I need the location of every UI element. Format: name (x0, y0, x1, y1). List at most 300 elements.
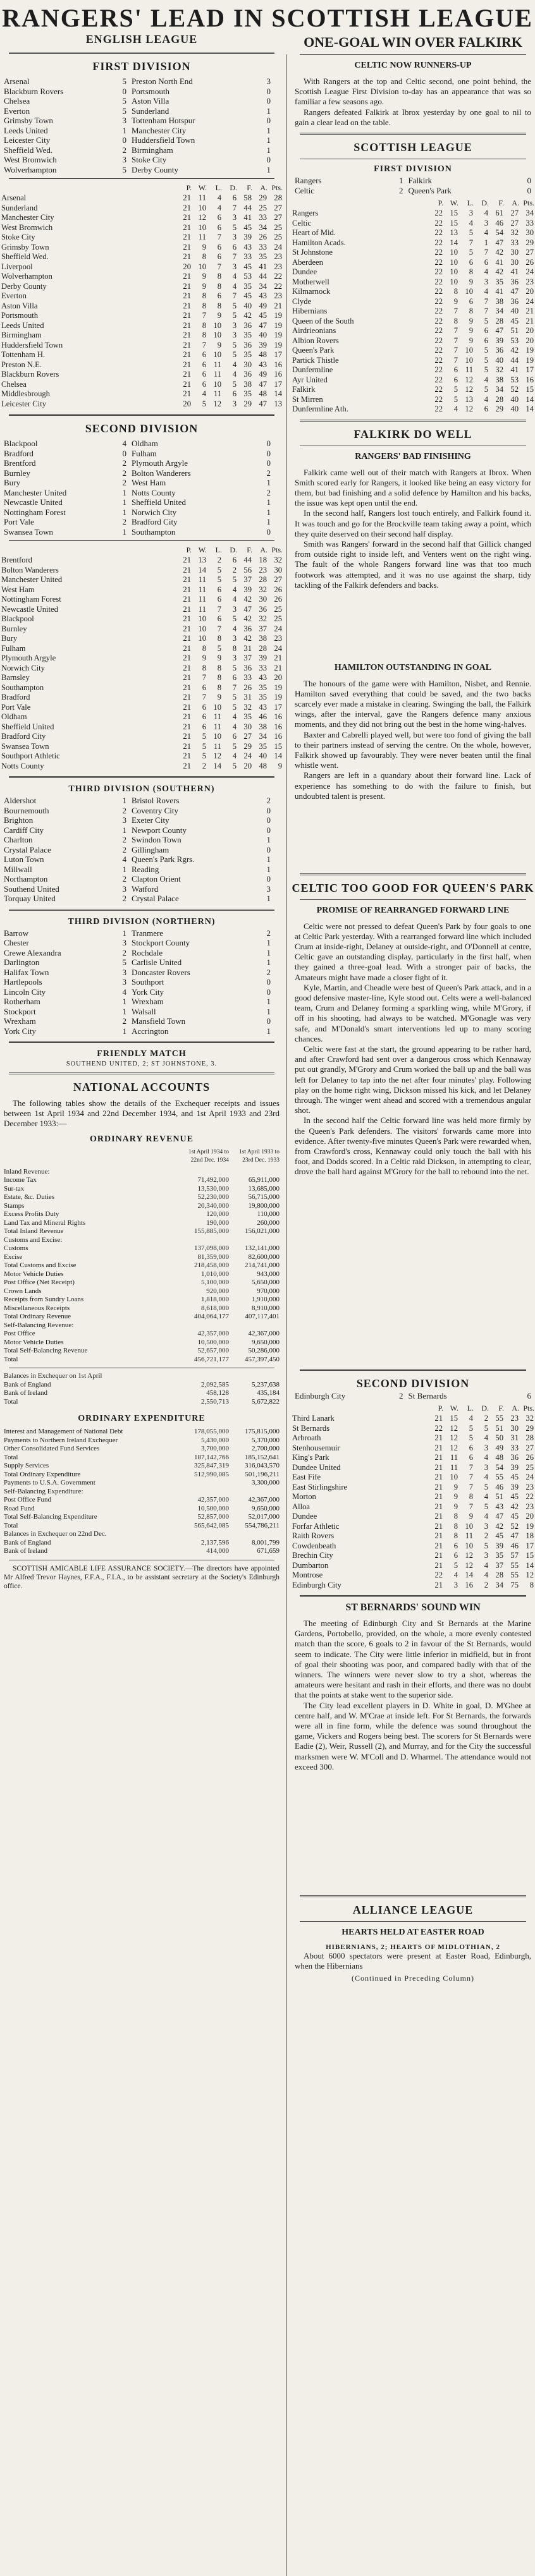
stat-cell: 39 (259, 340, 267, 349)
team-name: Motherwell (292, 277, 329, 286)
stat-cell: 13 (198, 556, 206, 564)
table-row (291, 1571, 535, 1581)
table-row (291, 1541, 535, 1552)
away-score: 1 (266, 478, 271, 487)
stat-cell: 22 (434, 1571, 443, 1580)
stat-cell: 7 (453, 336, 458, 345)
account-value: 2,550,713 (201, 1397, 229, 1406)
account-label: Land Tax and Mineral Rights (4, 1218, 86, 1227)
falkirk-text: Falkirk came well out of their match with Rangers at Ibrox. When Smith scored early for Rangers, it looked like being an easy victory for them, but bad finishing and a solid defence by Hamilton and his backs, the issue was kept open until the end. In the second half, Rangers lost touch entirely, and Falkirk found it. It was touch and go for the Brockville team taking away a point, which they quite deserved on their second half display. Smith was Rangers' forward in the second half that Gillick changed from outside right to inside left, and Venters went on the right wing. The fault of the whole Rangers forward line was that too much footwork was attempted, and it was no use against the sharp, tidy tackling of the Falkirk defenders and backs. (295, 467, 531, 590)
stat-cell: 29 (243, 399, 252, 408)
stat-cell: 25 (274, 222, 282, 232)
column-header: W. (450, 1404, 458, 1413)
column-header: F. (247, 545, 252, 554)
result-row (0, 835, 283, 845)
celtic-qp-heading: CELTIC TOO GOOD FOR QUEEN'S PARK (292, 881, 534, 894)
result-row (0, 145, 283, 155)
hearts-heading: HEARTS HELD AT EASTER ROAD (341, 1928, 484, 1938)
away-score: 0 (527, 176, 531, 186)
stat-cell: 5 (202, 741, 206, 751)
stat-cell: 5 (202, 751, 206, 760)
stat-cell: 13 (465, 394, 473, 404)
stat-cell: 57 (510, 1551, 519, 1560)
column-header: W. (198, 545, 207, 554)
column-header: A. (512, 1404, 519, 1413)
stat-cell: 3 (484, 1462, 488, 1472)
stat-cell: 8 (453, 1512, 458, 1521)
stat-cell: 4 (484, 1512, 488, 1521)
stat-cell: 21 (183, 340, 191, 349)
home-score: 1 (122, 997, 126, 1006)
stat-cell: 28 (259, 643, 267, 653)
table-row (0, 380, 283, 390)
stat-cell: 4 (484, 267, 488, 277)
stat-cell: 6 (202, 360, 206, 369)
stat-cell: 12 (465, 1560, 473, 1570)
account-row (4, 1547, 280, 1556)
column-header: D. (230, 183, 237, 192)
home-team: Halifax Town (4, 967, 49, 977)
stat-cell: 9 (453, 1482, 458, 1492)
account-label: Sur-tax (4, 1184, 25, 1193)
account-value: 52,230,000 (197, 1193, 229, 1201)
stat-cell: 38 (243, 379, 252, 389)
divider (300, 1595, 526, 1597)
stat-cell: 8 (217, 634, 221, 643)
team-name: Albion Rovers (292, 336, 339, 345)
account-value (229, 1321, 280, 1330)
stat-cell: 52 (510, 385, 519, 394)
home-score: 2 (122, 805, 126, 815)
account-value: 456,721,177 (194, 1355, 229, 1363)
stat-cell: 42 (243, 311, 252, 320)
stat-cell: 4 (484, 1453, 488, 1462)
stat-cell: 7 (232, 252, 237, 261)
column-header: P. (186, 545, 192, 554)
stat-cell: 12 (465, 375, 473, 384)
result-row (0, 928, 283, 939)
stat-cell: 51 (495, 1492, 503, 1502)
table-row (0, 693, 283, 703)
column-header: Pts. (523, 198, 534, 208)
account-value (178, 1488, 229, 1497)
account-value: 414,000 (206, 1547, 229, 1555)
home-team: Darlington (4, 957, 40, 967)
stat-cell: 58 (243, 193, 252, 202)
team-name: Leeds United (1, 320, 44, 330)
account-label: Total (4, 1355, 18, 1363)
stat-cell: 5 (484, 316, 488, 325)
stat-cell: 7 (232, 291, 237, 300)
away-team: Swindon Town (132, 835, 181, 844)
account-value (229, 1530, 280, 1539)
stat-cell: 10 (213, 379, 221, 389)
stat-cell: 47 (495, 238, 503, 247)
stat-cell: 16 (274, 722, 282, 731)
account-value: 260,000 (257, 1218, 280, 1227)
stat-cell: 10 (450, 277, 458, 286)
away-team: Gillingham (132, 844, 169, 854)
team-name: Plymouth Argyle (1, 653, 56, 662)
result-row (0, 76, 283, 87)
home-score: 5 (122, 96, 126, 106)
stat-cell: 21 (183, 614, 191, 623)
rev-col-2: 1st April 1933 to 23rd Dec. 1933 (238, 1148, 280, 1164)
stat-cell: 7 (232, 683, 237, 692)
account-row (4, 1219, 280, 1228)
account-label: Total (4, 1397, 18, 1406)
stat-cell: 14 (198, 565, 206, 574)
table-row (0, 282, 283, 292)
stat-cell: 6 (217, 242, 221, 252)
home-team: York City (4, 1026, 37, 1036)
stat-cell: 4 (484, 228, 488, 238)
team-name: Oldham (1, 712, 27, 721)
stat-cell: 9 (453, 1492, 458, 1502)
stat-cell: 55 (495, 1473, 503, 1482)
table-row (291, 267, 535, 277)
stat-cell: 7 (202, 340, 206, 349)
sl-results (291, 176, 535, 195)
stat-cell: 21 (183, 252, 191, 261)
hearts-text: About 6000 spectators were present at Easter Road, Edinburgh, when the Hibernians (295, 1951, 531, 1971)
account-value: 316,043,570 (245, 1462, 280, 1470)
stat-cell: 22 (434, 228, 443, 238)
stat-cell: 5 (232, 340, 237, 349)
account-value: 52,017,000 (248, 1513, 280, 1521)
account-row (4, 1428, 280, 1437)
away-score: 0 (266, 805, 271, 815)
home-team: Celtic (295, 185, 315, 195)
table-row (0, 399, 283, 410)
stat-cell: 21 (434, 1453, 443, 1462)
hearts-sub: HIBERNIANS, 2; HEARTS OF MIDLOTHIAN, 2 (326, 1943, 500, 1952)
result-row (0, 854, 283, 865)
stat-cell: 37 (243, 575, 252, 584)
account-label: Excise (4, 1253, 23, 1261)
stat-cell: 21 (183, 595, 191, 604)
divider (300, 1369, 526, 1371)
stat-cell: 6 (484, 326, 488, 336)
account-value (178, 1530, 229, 1539)
home-team: Chester (4, 938, 29, 947)
stat-cell: 6 (217, 222, 221, 232)
friendly-line: SOUTHEND UNITED, 2; ST JOHNSTONE, 3. (66, 1060, 218, 1067)
stat-cell: 7 (217, 604, 221, 614)
stat-cell: 22 (434, 365, 443, 375)
account-value: 110,000 (257, 1210, 280, 1218)
stat-cell: 20 (243, 761, 252, 770)
account-value: 185,152,641 (245, 1453, 280, 1461)
away-team: Rochdale (132, 947, 163, 957)
account-row (4, 1339, 280, 1347)
divider (9, 1072, 274, 1074)
stat-cell: 32 (510, 228, 519, 238)
table-row (291, 326, 535, 336)
team-name: Bradford (1, 693, 30, 702)
account-value: 10,500,000 (197, 1504, 229, 1512)
column-header: L. (215, 545, 222, 554)
account-value: 1,010,000 (201, 1270, 229, 1278)
stat-cell: 2 (484, 1414, 488, 1423)
stat-cell: 21 (183, 331, 191, 339)
away-team: Queen's Park (408, 185, 452, 195)
result-row (0, 135, 283, 145)
stat-cell: 22 (434, 336, 443, 345)
result-row (0, 884, 283, 894)
stat-cell: 36 (495, 346, 503, 355)
team-name: Burnley (1, 624, 27, 633)
column-header: P. (438, 198, 443, 208)
stat-cell: 40 (259, 331, 267, 339)
stat-cell: 34 (259, 732, 267, 741)
home-team: Wrexham (4, 1016, 36, 1026)
account-value: 8,001,799 (252, 1538, 280, 1546)
account-value: 5,237,638 (252, 1380, 280, 1388)
home-team: Nottingham Forest (4, 507, 66, 517)
team-name: Morton (292, 1492, 316, 1502)
stat-cell: 21 (183, 203, 191, 212)
stat-cell: 11 (213, 389, 221, 398)
stat-cell: 39 (495, 1541, 503, 1550)
away-team: West Ham (132, 478, 166, 487)
account-row (4, 1479, 280, 1488)
stat-cell: 8 (217, 281, 221, 291)
account-value: 155,885,000 (194, 1227, 229, 1236)
stat-cell: 55 (495, 1414, 503, 1423)
stat-cell: 39 (259, 653, 267, 662)
home-score: 1 (122, 526, 126, 537)
team-name: Port Vale (1, 702, 31, 712)
away-score: 0 (266, 977, 271, 987)
stat-cell: 23 (274, 252, 282, 261)
account-label: Total Self-Balancing Revenue (4, 1347, 88, 1355)
stat-cell: 43 (259, 360, 267, 369)
home-score: 3 (122, 967, 126, 977)
stat-cell: 21 (183, 732, 191, 741)
account-label: Bank of Ireland (4, 1389, 48, 1397)
away-team: Portsmouth (132, 86, 169, 96)
home-team: Leicester City (4, 135, 51, 145)
stat-cell: 6 (202, 702, 206, 712)
stat-cell: 22 (434, 267, 443, 277)
divider (9, 52, 274, 54)
account-row (4, 1304, 280, 1313)
team-name: West Bromwich (1, 222, 53, 232)
stat-cell: 14 (213, 761, 221, 770)
stat-cell: 55 (510, 1560, 519, 1570)
stat-cell: 20 (526, 287, 534, 296)
stat-cell: 22 (434, 277, 443, 286)
stat-cell: 21 (183, 193, 191, 202)
away-score: 0 (266, 86, 271, 96)
team-name: King's Park (292, 1453, 329, 1462)
stat-cell: 9 (469, 1512, 473, 1521)
st-bernards-text: The meeting of Edinburgh City and St Bernards at the Marine Gardens, Portobello, provided, on the whole, a more evenly contested match than the score, 6 goals to 2 in favour of the St Bernards, would seem to indicate. The City were little inferior in midfield, but in front of goal their shooting was poor, and compared badly with that of the winners. The winners were never slow to try a shot, whereas the amateurs were hesitant and rash in their efforts, and there was no doubt that the points at stake went to the superior side. The City lead excellent players in D. White in goal, D. M'Ghee at centre half, and W. M'Crae at inside left. For St Bernards, the forwards were all in fine form, while the defence was sound throughout the game, Vickers and Rogers being best. The scorers for St Bernards were Eadie (2), Weir, Russell (2), and Murray, and for the City the successful marksmen were W. M'Coll and D. Wharmel. The attendance would not exceed 300. (295, 1619, 531, 1771)
stat-cell: 14 (526, 1560, 534, 1570)
table-row (291, 1512, 535, 1522)
stat-cell: 3 (484, 1551, 488, 1560)
table-row (291, 297, 535, 307)
alliance-heading: ALLIANCE LEAGUE (352, 1904, 474, 1917)
stat-cell: 3 (232, 233, 237, 241)
result-row (0, 948, 283, 958)
away-score: 2 (266, 967, 271, 977)
result-row (0, 1007, 283, 1017)
stat-cell: 23 (274, 634, 282, 643)
stat-cell: 10 (465, 346, 473, 355)
team-name: St Mirren (292, 394, 323, 404)
stat-cell: 34 (495, 385, 503, 394)
stat-cell: 8 (217, 683, 221, 692)
stat-cell: 15 (450, 209, 458, 218)
stat-cell: 21 (434, 1462, 443, 1472)
stat-cell: 12 (465, 385, 473, 394)
stat-cell: 21 (183, 320, 191, 330)
stat-cell: 55 (510, 1571, 519, 1580)
away-score: 2 (266, 468, 271, 478)
stat-cell: 5 (484, 346, 488, 355)
home-score: 1 (122, 487, 126, 497)
table-row (0, 762, 283, 772)
account-value (229, 1168, 280, 1177)
away-score: 0 (266, 448, 271, 458)
table-header (0, 183, 283, 193)
stat-cell: 3 (232, 213, 237, 222)
stat-cell: 7 (484, 307, 488, 316)
away-score: 3 (266, 884, 271, 894)
account-row (4, 1522, 280, 1531)
stat-cell: 10 (198, 614, 206, 623)
team-name: Bradford City (1, 732, 46, 741)
stat-cell: 7 (453, 326, 458, 336)
table-row (0, 243, 283, 253)
account-label: Crown Lands (4, 1287, 42, 1295)
stat-cell: 21 (434, 1492, 443, 1502)
stat-cell: 10 (450, 248, 458, 257)
account-label: Customs (4, 1244, 28, 1253)
stat-cell: 31 (510, 1433, 519, 1443)
table-row (0, 350, 283, 360)
account-row (4, 1356, 280, 1364)
home-team: Aldershot (4, 796, 37, 805)
stat-cell: 3 (484, 218, 488, 228)
team-name: Fulham (1, 643, 26, 653)
third-north-heading: THIRD DIVISION (NORTHERN) (68, 916, 216, 927)
stat-cell: 21 (183, 643, 191, 653)
stat-cell: 5 (469, 1433, 473, 1443)
stat-cell: 7 (217, 262, 221, 271)
home-team: Brentford (4, 458, 36, 468)
table-row (0, 204, 283, 214)
stat-cell: 11 (198, 233, 206, 241)
stat-cell: 32 (274, 556, 282, 564)
stat-cell: 4 (232, 624, 237, 633)
stat-cell: 5 (453, 1560, 458, 1570)
team-name: Brechin City (292, 1551, 333, 1560)
home-team: Charlton (4, 835, 33, 844)
column-header: D. (481, 198, 489, 208)
divider (300, 899, 526, 900)
stat-cell: 36 (243, 370, 252, 379)
divider (300, 873, 526, 875)
column-header: W. (450, 198, 458, 208)
stat-cell: 12 (465, 404, 473, 414)
account-label: Excess Profits Duty (4, 1210, 59, 1218)
team-name: Blackburn Rovers (1, 370, 59, 379)
result-row (0, 874, 283, 884)
team-name: Huddersfield Town (1, 340, 63, 349)
stat-cell: 34 (495, 1580, 503, 1589)
divider (9, 178, 274, 179)
stat-cell: 23 (274, 262, 282, 271)
stat-cell: 3 (484, 277, 488, 286)
table-row (291, 248, 535, 258)
account-row (4, 1505, 280, 1514)
stat-cell: 9 (469, 326, 473, 336)
stat-cell: 33 (243, 252, 252, 261)
stat-cell: 7 (202, 693, 206, 702)
team-name: Heart of Mid. (292, 228, 336, 238)
stat-cell: 4 (232, 595, 237, 604)
account-value: 178,055,000 (194, 1428, 229, 1436)
blank-header (291, 198, 429, 209)
account-value: 13,530,000 (197, 1184, 229, 1193)
stat-cell: 7 (469, 1502, 473, 1511)
home-team: Crewe Alexandra (4, 947, 61, 957)
account-row (4, 1437, 280, 1445)
stat-cell: 4 (217, 193, 221, 202)
stat-cell: 41 (510, 365, 519, 375)
table-row (291, 385, 535, 395)
stat-cell: 53 (510, 336, 519, 345)
third-north-results (0, 928, 283, 1036)
stat-cell: 28 (495, 1571, 503, 1580)
home-score: 2 (122, 844, 126, 854)
team-name: Hamilton Acads. (292, 238, 346, 247)
stat-cell: 17 (274, 702, 282, 712)
stat-cell: 10 (198, 634, 206, 643)
stat-cell: 4 (484, 287, 488, 296)
stat-cell: 14 (526, 394, 534, 404)
stat-cell: 48 (259, 389, 267, 398)
stat-cell: 8 (453, 316, 458, 325)
team-name: Clyde (292, 296, 312, 306)
stat-cell: 10 (450, 257, 458, 267)
blank-header (291, 1403, 429, 1414)
team-name: Preston N.E. (1, 360, 42, 369)
stat-cell: 39 (510, 1482, 519, 1492)
table-row (0, 751, 283, 762)
team-name: Airdrieonians (292, 326, 336, 336)
divider (300, 420, 526, 422)
team-name: Tottenham H. (1, 350, 46, 359)
promise-heading: PROMISE OF REARRANGED FORWARD LINE (316, 905, 510, 915)
stat-cell: 6 (217, 614, 221, 623)
team-name: Manchester United (1, 575, 63, 584)
table-row (0, 321, 283, 331)
stat-cell: 11 (465, 1531, 473, 1541)
away-team: Bolton Wanderers (132, 468, 191, 478)
home-team: Swansea Town (4, 526, 53, 537)
account-value (229, 1236, 280, 1245)
stat-cell: 24 (243, 751, 252, 760)
stat-cell: 61 (495, 209, 503, 218)
stat-cell: 8 (202, 301, 206, 310)
stat-cell: 41 (259, 262, 267, 271)
stat-cell: 11 (213, 741, 221, 751)
blank-header (0, 183, 177, 193)
